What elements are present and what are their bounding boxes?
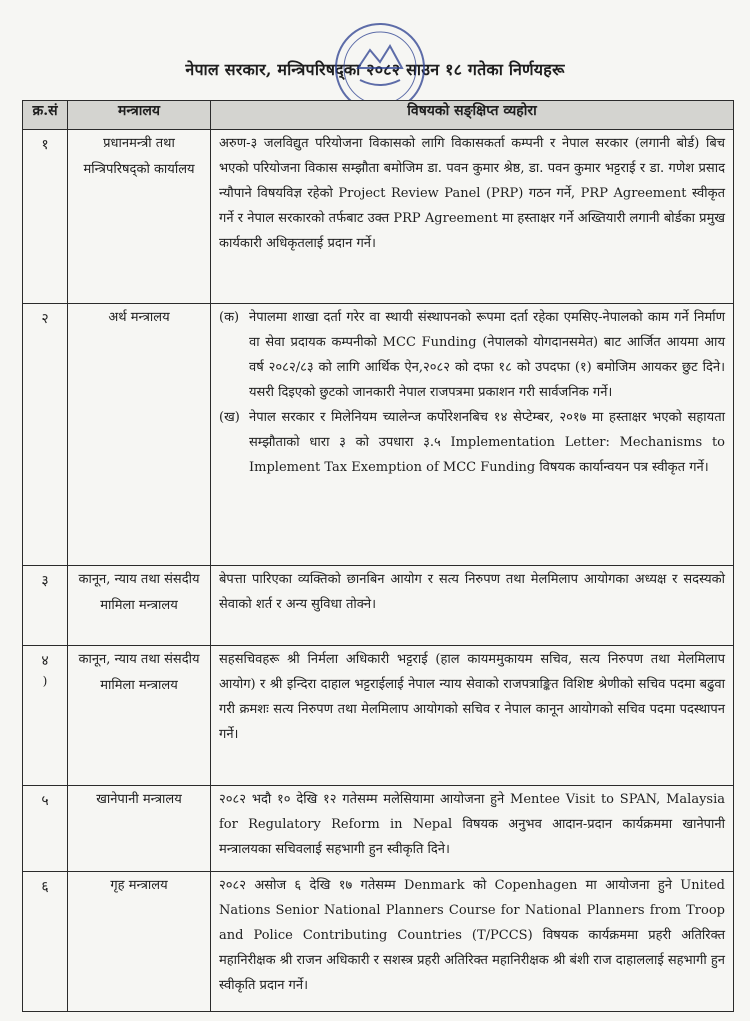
row-text: बेपत्ता पारिएका व्यक्तिको छानबिन आयोग र सत्य निरुपण तथा मेलमिलाप आयोगका अध्यक्ष र सदस्यको सेवाको शर्त र अन्य सुविधा तोक्ने। [211,566,734,646]
row-ministry: अर्थ मन्त्रालय [68,304,211,566]
table-header-row [23,101,734,130]
sub-item-text: नेपालमा शाखा दर्ता गरेर वा स्थायी संस्थापनको रूपमा दर्ता रहेका एमसिए-नेपालको काम गर्ने निर्माण वा सेवा प्रदायक कम्पनीको MCC Funding (नेपालको योगदानसमेत) बाट आर्जित आयमा आय वर्ष २०८२/८३ को लागि आर्थिक ऐन,२०८२ को दफा १८ को उपदफा (१) बमोजिम आयकर छुट दिने। यसरी दिइएको छुटको जानकारी नेपाल राजपत्रमा प्रकाशन गरी सार्वजनिक गर्ने। [249,310,725,400]
sub-item [219,405,725,480]
header-number: क्र.सं [23,101,68,130]
header-summary: विषयको सङ्क्षिप्त व्यहोरा [211,101,734,130]
sub-item-mark: (ख) [219,410,240,425]
page-title: नेपाल सरकार, मन्त्रिपरिषद्‌का २०८२ साउन १८ गतेका निर्णयहरू [185,60,565,79]
row-number: ५ [23,786,68,872]
row-text: २०८२ असोज ६ देखि १७ गतेसम्म Denmark को Copenhagen मा आयोजना हुने United Nations Senior National Planners Course for National Planners from Troop and Police Contributing Countries (T/PCCS) विषयक कार्यक्रममा प्रहरी अतिरिक्त महानिरीक्षक श्री राजन अधिकारी र सशस्त्र प्रहरी अतिरिक्त महानिरीक्षक श्री बंशी राज दाहाललाई सहभागी हुन स्वीकृति प्रदान गर्ने। [211,872,734,1012]
row-ministry: कानून, न्याय तथा संसदीय मामिला मन्त्रालय [68,646,211,786]
table-row [23,786,734,872]
header-ministry: मन्त्रालय [68,101,211,130]
row-text: २०८२ भदौ १० देखि १२ गतेसम्म मलेसियामा आयोजना हुने Mentee Visit to SPAN, Malaysia for Regulatory Reform in Nepal विषयक अनुभव आदान-प्रदान कार्यक्रममा खानेपानी मन्त्रालयका सचिवलाई सहभागी हुन स्वीकृति दिने। [211,786,734,872]
table-row [23,646,734,786]
row-number [23,646,68,786]
row-ministry: कानून, न्याय तथा संसदीय मामिला मन्त्रालय [68,566,211,646]
row-text [211,304,734,566]
table-row [23,304,734,566]
row-number: ३ [23,566,68,646]
row-ministry: खानेपानी मन्त्रालय [68,786,211,872]
row-number: ६ [23,872,68,1012]
row-ministry: गृह मन्त्रालय [68,872,211,1012]
row-number-note: ) [42,674,48,688]
table-row [23,566,734,646]
row-text: सहसचिवहरू श्री निर्मला अधिकारी भट्टराई (हाल कायममुकायम सचिव, सत्य निरुपण तथा मेलमिलाप आयोग) र श्री इन्दिरा दाहाल भट्टराईलाई नेपाल न्याय सेवाको राजपत्राङ्कित विशिष्ट श्रेणीको सचिव पदमा बढुवा गरी क्रमशः सत्य निरुपण तथा मेलमिलाप आयोगको सचिव र नेपाल कानून आयोगको सचिव पदमा पदस्थापन गर्ने। [211,646,734,786]
table-row [23,130,734,304]
decisions-table [22,100,734,1012]
row-text: अरुण-३ जलविद्युत परियोजना विकासको लागि विकासकर्ता कम्पनी र नेपाल सरकार (लगानी बोर्ड) बिच भएको परियोजना विकास सम्झौता बमोजिम डा. पवन कुमार श्रेष्ठ, डा. पवन कुमार भट्टराई र डा. गणेश प्रसाद न्यौपाने विषयविज्ञ रहेको Project Review Panel (PRP) गठन गर्ने, PRP Agreement स्वीकृत गर्ने र नेपाल सरकारको तर्फबाट उक्त PRP Agreement मा हस्ताक्षर गर्ने अख्तियारी लगानी बोर्डका प्रमुख कार्यकारी अधिकृतलाई प्रदान गर्ने। [211,130,734,304]
sub-item-text: नेपाल सरकार र मिलेनियम च्यालेन्ज कर्पोरेशनबिच १४ सेप्टेम्बर, २०१७ मा हस्ताक्षर भएको सहायता सम्झौताको धारा ३ को उपधारा ३.५ Implementation Letter: Mechanisms to Implement Tax Exemption of MCC Funding विषयक कार्यान्वयन पत्र स्वीकृत गर्ने। [249,410,725,475]
row-number: २ [23,304,68,566]
row-number-value: ४ [41,653,49,669]
sub-item [219,305,725,405]
row-number: १ [23,130,68,304]
row-ministry: प्रधानमन्त्री तथा मन्त्रिपरिषद्‌को कार्यालय [68,130,211,304]
table-row [23,872,734,1012]
sub-item-mark: (क) [219,310,240,325]
